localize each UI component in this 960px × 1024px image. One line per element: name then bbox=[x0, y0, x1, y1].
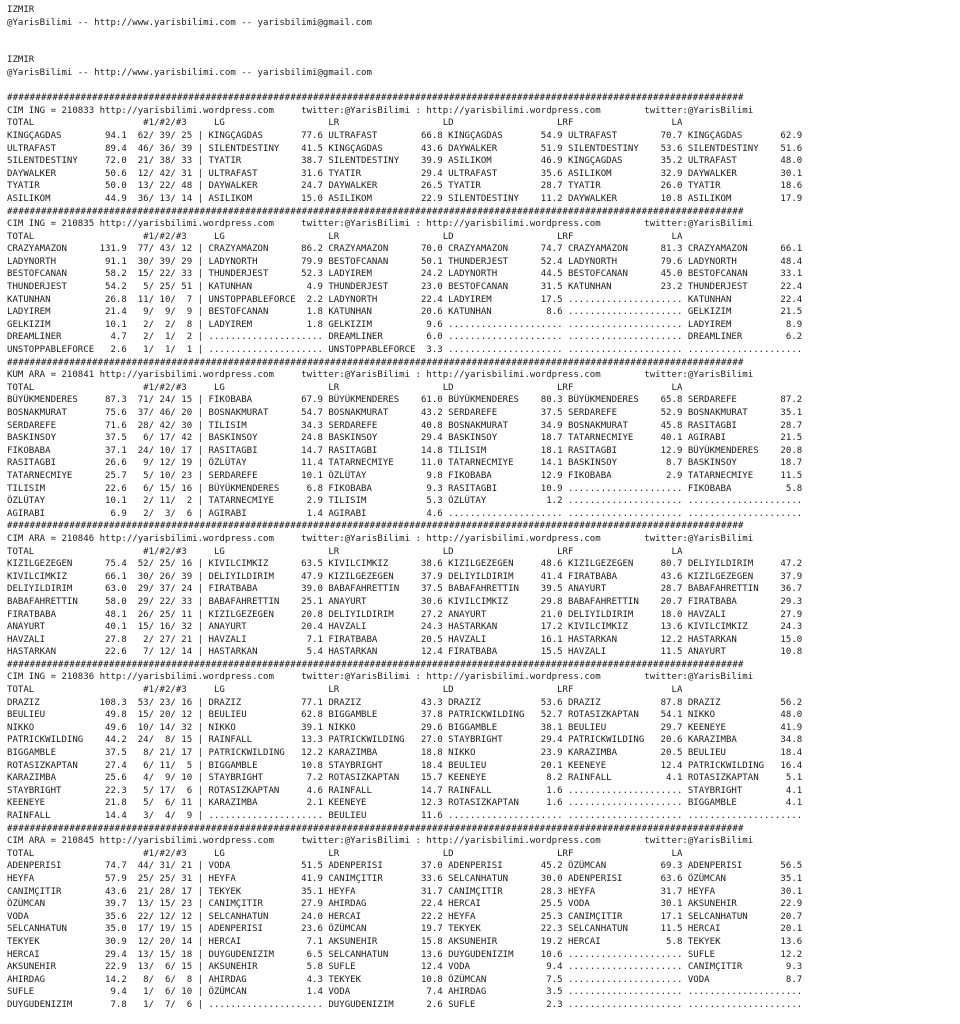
table-row: KARAZIMBA 25.6 4/ 9/ 10 | STAYBRIGHT 7.2 ROTASIZKAPTAN 15.7 KEENEYE 8.2 RAINFALL 4.1 ROTASIZKAPTAN 5.1 bbox=[7, 773, 803, 784]
table-row: AHIRDAG 14.2 8/ 6/ 8 | AHIRDAG 4.3 TEKYEK 10.8 ÖZÜMCAN 7.5 ..................... VODA 8.7 bbox=[7, 974, 803, 985]
table-row: AKSUNEHIR 22.9 13/ 6/ 15 | AKSUNEHIR 5.8 SUFLE 12.4 VODA 9.4 ..................... CANIMÇITIR 9.3 bbox=[7, 962, 803, 973]
blank-gap bbox=[7, 80, 960, 93]
table-row: BABAFAHRETTIN 58.0 29/ 22/ 33 | BABAFAHRETTIN 25.1 ANAYURT 30.6 KIVILCIMKIZ 29.8 BABAFAHRETTIN 20.7 FIRATBABA 29.3 bbox=[7, 596, 803, 607]
table-row: ÖZÜMCAN 39.7 13/ 15/ 23 | CANIMÇITIR 27.9 AHIRDAG 22.4 HERCAI 25.5 VODA 30.1 AKSUNEHIR 22.9 bbox=[7, 899, 803, 910]
column-headers: TOTAL #1/#2/#3 LG LR LD LRF LA bbox=[7, 231, 683, 242]
race-title: CIM ARA = 210846 http://yarisbilimi.wordpress.com twitter:@YarisBilimi : http://yarisbilimi.wordpress.com twitter:@YarisBilimi bbox=[7, 533, 754, 544]
table-row: DUYGUDENIZIM 7.8 1/ 7/ 6 | ..................... DUYGUDENIZIM 2.6 SUFLE 2.3 ..................... ..................... bbox=[7, 999, 803, 1010]
table-row: CANIMÇITIR 43.6 21/ 28/ 17 | TEKYEK 35.1 HEYFA 31.7 CANIMÇITIR 28.3 HEYFA 31.7 HEYFA 30.1 bbox=[7, 886, 803, 897]
table-row: SUFLE 9.4 1/ 6/ 10 | ÖZÜMCAN 1.4 VODA 7.4 AHIRDAG 3.5 ..................... ..................... bbox=[7, 987, 803, 998]
table-row: TEKYEK 30.9 12/ 20/ 14 | HERCAI 7.1 AKSUNEHIR 15.8 AKSUNEHIR 19.2 HERCAI 5.8 TEKYEK 13.6 bbox=[7, 936, 803, 947]
table-row: AGIRABI 6.9 2/ 3/ 6 | AGIRABI 1.4 AGIRABI 4.6 ..................... ..................... ..................... bbox=[7, 508, 803, 519]
table-row: TATARNECMIYE 25.7 5/ 10/ 23 | SERDAREFE 10.1 ÖZLÜTAY 9.8 FIKOBABA 12.9 FIKOBABA 2.9 TATARNECMIYE 11.5 bbox=[7, 470, 803, 481]
table-row: HERCAI 29.4 13/ 15/ 18 | DUYGUDENIZIM 6.5 SELCANHATUN 13.6 DUYGUDENIZIM 10.6 ..................... SUFLE 12.2 bbox=[7, 949, 803, 960]
table-row: KINGÇAGDAS 94.1 62/ 39/ 25 | KINGÇAGDAS 77.6 ULTRAFAST 66.8 KINGÇAGDAS 54.9 ULTRAFAST 70.7 KINGÇAGDAS 62.9 bbox=[7, 130, 803, 141]
table-row: TILISIM 22.6 6/ 15/ 16 | BÜYÜKMENDERES 6.8 FIKOBABA 9.3 RASITAGBI 10.9 ..................... FIKOBABA 5.8 bbox=[7, 483, 803, 494]
table-row: CRAZYAMAZON 131.9 77/ 43/ 12 | CRAZYAMAZON 86.2 CRAZYAMAZON 70.0 CRAZYAMAZON 74.7 CRAZYAMAZON 81.3 CRAZYAMAZON 66.1 bbox=[7, 244, 803, 255]
table-row: KIZILGEZEGEN 75.4 52/ 25/ 16 | KIVILCIMKIZ 63.5 KIVILCIMKIZ 38.6 KIZILGEZEGEN 48.6 KIZILGEZEGEN 80.7 DELIYILDIRIM 47.2 bbox=[7, 559, 803, 570]
table-row: SERDAREFE 71.6 28/ 42/ 30 | TILISIM 34.3 SERDAREFE 40.8 BOSNAKMURAT 34.9 BOSNAKMURAT 45.8 RASITAGBI 28.7 bbox=[7, 420, 803, 431]
table-row: LADYIREM 21.4 9/ 9/ 9 | BESTOFCANAN 1.8 KATUNHAN 20.6 KATUNHAN 8.6 ..................... GELKIZIM 21.5 bbox=[7, 307, 803, 318]
table-row: LADYNORTH 91.1 30/ 39/ 29 | LADYNORTH 79.9 BESTOFCANAN 50.1 THUNDERJEST 52.4 LADYNORTH 79.6 LADYNORTH 48.4 bbox=[7, 256, 803, 267]
blank-gap bbox=[7, 29, 960, 54]
table-row: ASILIKOM 44.9 36/ 13/ 14 | ASILIKOM 15.0 ASILIKOM 22.9 SILENTDESTINY 11.2 DAYWALKER 10.8 ASILIKOM 17.9 bbox=[7, 193, 803, 204]
header-block bbox=[7, 4, 960, 29]
table-row: ULTRAFAST 89.4 46/ 36/ 39 | SILENTDESTINY 41.5 KINGÇAGDAS 43.6 DAYWALKER 51.9 SILENTDESTINY 53.6 SILENTDESTINY 51.6 bbox=[7, 143, 803, 154]
separator-line: ################################################################################################################################## bbox=[7, 93, 744, 104]
city-name: IZMIR bbox=[7, 55, 35, 66]
separator-line: ################################################################################################################################## bbox=[7, 206, 744, 217]
table-row: VODA 35.6 22/ 12/ 12 | SELCANHATUN 24.0 HERCAI 22.2 HEYFA 25.3 CANIMÇITIR 17.1 SELCANHATUN 20.7 bbox=[7, 911, 803, 922]
table-row: HASTARKAN 22.6 7/ 12/ 14 | HASTARKAN 5.4 HASTARKAN 12.4 FIRATBABA 15.5 HAVZALI 11.5 ANAYURT 10.8 bbox=[7, 647, 803, 658]
separator-line: ################################################################################################################################## bbox=[7, 521, 744, 532]
separator-line: ################################################################################################################################## bbox=[7, 357, 744, 368]
column-headers: TOTAL #1/#2/#3 LG LR LD LRF LA bbox=[7, 685, 683, 696]
race-section bbox=[7, 206, 960, 357]
table-row: FIKOBABA 37.1 24/ 10/ 17 | RASITAGBI 14.7 RASITAGBI 14.8 TILISIM 18.1 RASITAGBI 12.9 BÜYÜKMENDERES 20.8 bbox=[7, 445, 803, 456]
race-title: CIM ING = 210835 http://yarisbilimi.wordpress.com twitter:@YarisBilimi : http://yarisbilimi.wordpress.com twitter:@YarisBilimi bbox=[7, 219, 754, 230]
column-headers: TOTAL #1/#2/#3 LG LR LD LRF LA bbox=[7, 118, 683, 129]
table-row: DRAZIZ 108.3 53/ 23/ 16 | DRAZIZ 77.1 DRAZIZ 43.3 DRAZIZ 53.6 DRAZIZ 87.8 DRAZIZ 56.2 bbox=[7, 697, 803, 708]
table-row: STAYBRIGHT 22.3 5/ 17/ 6 | ROTASIZKAPTAN 4.6 RAINFALL 14.7 RAINFALL 1.6 ..................... STAYBRIGHT 4.1 bbox=[7, 785, 803, 796]
table-row: BESTOFCANAN 58.2 15/ 22/ 33 | THUNDERJEST 52.3 LADYIREM 24.2 LADYNORTH 44.5 BESTOFCANAN 45.0 BESTOFCANAN 33.1 bbox=[7, 269, 803, 280]
column-headers: TOTAL #1/#2/#3 LG LR LD LRF LA bbox=[7, 848, 683, 859]
race-section bbox=[7, 823, 960, 1012]
separator-line: ################################################################################################################################## bbox=[7, 823, 744, 834]
table-row: FIRATBABA 48.1 26/ 25/ 11 | KIZILGEZEGEN 20.8 DELIYILDIRIM 27.2 ANAYURT 21.0 DELIYILDIRIM 18.0 HAVZALI 27.9 bbox=[7, 609, 803, 620]
table-row: HAVZALI 27.8 2/ 27/ 21 | HAVZALI 7.1 FIRATBABA 20.5 HAVZALI 16.1 HASTARKAN 12.2 HASTARKAN 15.0 bbox=[7, 634, 803, 645]
race-section bbox=[7, 92, 960, 205]
race-section bbox=[7, 659, 960, 823]
table-row: BIGGAMBLE 37.5 8/ 21/ 17 | PATRICKWILDING 12.2 KARAZIMBA 18.8 NIKKO 23.9 KARAZIMBA 20.5 BEULIEU 18.4 bbox=[7, 748, 803, 759]
table-row: HEYFA 57.9 25/ 25/ 31 | HEYFA 41.9 CANIMÇITIR 33.6 SELCANHATUN 30.0 ADENPERISI 63.6 ÖZÜMCAN 35.1 bbox=[7, 873, 803, 884]
table-row: ÖZLÜTAY 10.1 2/ 11/ 2 | TATARNECMIYE 2.9 TILISIM 5.3 ÖZLÜTAY 1.2 ..................... ..................... bbox=[7, 496, 803, 507]
contact-line: @YarisBilimi -- http://www.yarisbilimi.com -- yarisbilimi@gmail.com bbox=[7, 17, 372, 28]
race-section bbox=[7, 357, 960, 521]
column-headers: TOTAL #1/#2/#3 LG LR LD LRF LA bbox=[7, 546, 683, 557]
table-row: RASITAGBI 26.6 9/ 12/ 19 | ÖZLÜTAY 11.4 TATARNECMIYE 11.0 TATARNECMIYE 14.1 BASKINSOY 8.7 BASKINSOY 18.7 bbox=[7, 458, 803, 469]
table-row: UNSTOPPABLEFORCE 2.6 1/ 1/ 1 | ..................... UNSTOPPABLEFORCE 3.3 ..................... ..................... ..................... bbox=[7, 345, 803, 356]
table-row: TYATIR 50.0 13/ 22/ 48 | DAYWALKER 24.7 DAYWALKER 26.5 TYATIR 28.7 TYATIR 26.0 TYATIR 18.6 bbox=[7, 181, 803, 192]
table-row: BOSNAKMURAT 75.6 37/ 46/ 20 | BOSNAKMURAT 54.7 BOSNAKMURAT 43.2 SERDAREFE 37.5 SERDAREFE 52.9 BOSNAKMURAT 35.1 bbox=[7, 408, 803, 418]
table-row: GELKIZIM 10.1 2/ 2/ 8 | LADYIREM 1.8 GELKIZIM 9.6 ..................... ..................... LADYIREM 8.9 bbox=[7, 319, 803, 330]
contact-line: @YarisBilimi -- http://www.yarisbilimi.com -- yarisbilimi@gmail.com bbox=[7, 67, 372, 78]
separator-line: ################################################################################################################################## bbox=[7, 659, 744, 670]
table-row: BASKINSOY 37.5 6/ 17/ 42 | BASKINSOY 24.8 BASKINSOY 29.4 BASKINSOY 18.7 TATARNECMIYE 40.1 AGIRABI 21.5 bbox=[7, 433, 803, 444]
table-row: ANAYURT 40.1 15/ 16/ 32 | ANAYURT 20.4 HAVZALI 24.3 HASTARKAN 17.2 KIVILCIMKIZ 13.6 KIVILCIMKIZ 24.3 bbox=[7, 622, 803, 633]
race-title: CIM ING = 210833 http://yarisbilimi.wordpress.com twitter:@YarisBilimi : http://yarisbilimi.wordpress.com twitter:@YarisBilimi bbox=[7, 105, 754, 116]
race-section bbox=[7, 520, 960, 659]
table-row: THUNDERJEST 54.2 5/ 25/ 51 | KATUNHAN 4.9 THUNDERJEST 23.0 BESTOFCANAN 31.5 KATUNHAN 23.2 THUNDERJEST 22.4 bbox=[7, 282, 803, 293]
race-title: KUM ARA = 210841 http://yarisbilimi.wordpress.com twitter:@YarisBilimi : http://yarisbilimi.wordpress.com twitter:@YarisBilimi bbox=[7, 370, 754, 381]
table-row: DELIYILDIRIM 63.0 29/ 37/ 24 | FIRATBABA 39.0 BABAFAHRETTIN 37.5 BABAFAHRETTIN 39.5 ANAYURT 28.7 BABAFAHRETTIN 36.7 bbox=[7, 584, 803, 595]
table-row: KIVILCIMKIZ 66.1 30/ 26/ 39 | DELIYILDIRIM 47.9 KIZILGEZEGEN 37.9 DELIYILDIRIM 41.4 FIRATBABA 43.6 KIZILGEZEGEN 37.9 bbox=[7, 571, 803, 582]
table-row: BEULIEU 49.8 15/ 20/ 12 | BEULIEU 62.8 BIGGAMBLE 37.8 PATRICKWILDING 52.7 ROTASIZKAPTAN 54.1 NIKKO 48.0 bbox=[7, 710, 803, 721]
table-row: NIKKO 49.6 10/ 14/ 32 | NIKKO 39.1 NIKKO 29.6 BIGGAMBLE 38.1 BEULIEU 29.7 KEENEYE 41.9 bbox=[7, 722, 803, 733]
table-row: SELCANHATUN 35.0 17/ 19/ 15 | ADENPERISI 23.6 ÖZÜMCAN 19.7 TEKYEK 22.3 SELCANHATUN 11.5 HERCAI 20.1 bbox=[7, 924, 803, 935]
table-row: ADENPERISI 74.7 44/ 31/ 21 | VODA 51.5 ADENPERISI 37.0 ADENPERISI 45.2 ÖZÜMCAN 69.3 ADENPERISI 56.5 bbox=[7, 861, 803, 872]
city-name: IZMIR bbox=[7, 5, 35, 15]
header-block bbox=[7, 54, 960, 79]
table-row: ROTASIZKAPTAN 27.4 6/ 11/ 5 | BIGGAMBLE 10.8 STAYBRIGHT 18.4 BEULIEU 20.1 KEENEYE 12.4 PATRICKWILDING 16.4 bbox=[7, 760, 803, 771]
table-row: KEENEYE 21.8 5/ 6/ 11 | KARAZIMBA 2.1 KEENEYE 12.3 ROTASIZKAPTAN 1.6 ..................... BIGGAMBLE 4.1 bbox=[7, 798, 803, 809]
table-row: DREAMLINER 4.7 2/ 1/ 2 | ..................... DREAMLINER 6.0 ..................... ..................... DREAMLINER 6.2 bbox=[7, 332, 803, 343]
column-headers: TOTAL #1/#2/#3 LG LR LD LRF LA bbox=[7, 382, 683, 393]
table-row: PATRICKWILDING 44.2 24/ 8/ 15 | RAINFALL 13.3 PATRICKWILDING 27.0 STAYBRIGHT 29.4 PATRICKWILDING 20.6 KARAZIMBA 34.8 bbox=[7, 735, 803, 746]
table-row: SILENTDESTINY 72.0 21/ 38/ 33 | TYATIR 38.7 SILENTDESTINY 39.9 ASILIKOM 46.9 KINGÇAGDAS 35.2 ULTRAFAST 48.0 bbox=[7, 156, 803, 167]
table-row: BÜYÜKMENDERES 87.3 71/ 24/ 15 | FIKOBABA 67.9 BÜYÜKMENDERES 61.0 BÜYÜKMENDERES 80.3 BÜYÜKMENDERES 65.8 SERDAREFE 87.2 bbox=[7, 395, 803, 406]
race-title: CIM ING = 210836 http://yarisbilimi.wordpress.com twitter:@YarisBilimi : http://yarisbilimi.wordpress.com twitter:@YarisBilimi bbox=[7, 672, 754, 683]
race-title: CIM ARA = 210845 http://yarisbilimi.wordpress.com twitter:@YarisBilimi : http://yarisbilimi.wordpress.com twitter:@YarisBilimi bbox=[7, 836, 754, 847]
table-row: KATUNHAN 26.8 11/ 10/ 7 | UNSTOPPABLEFORCE 2.2 LADYNORTH 22.4 LADYIREM 17.5 ..................... KATUNHAN 22.4 bbox=[7, 294, 803, 305]
table-row: RAINFALL 14.4 3/ 4/ 9 | ..................... BEULIEU 11.6 ..................... ..................... ..................... bbox=[7, 811, 803, 821]
table-row: DAYWALKER 50.6 12/ 42/ 31 | ULTRAFAST 31.6 TYATIR 29.4 ULTRAFAST 35.6 ASILIKOM 32.9 DAYWALKER 30.1 bbox=[7, 168, 803, 179]
